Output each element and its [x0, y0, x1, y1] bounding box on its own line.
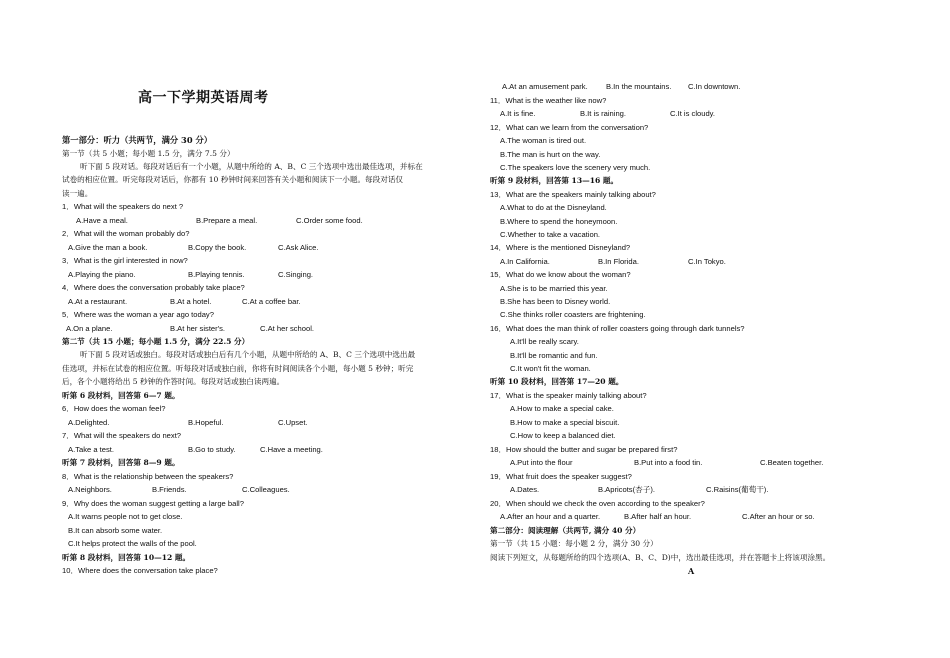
- option-17a: A.How to make a special cake.: [510, 404, 614, 413]
- option-2b: B.Copy the book.: [188, 243, 247, 252]
- question-3: 3．What is the girl interested in now?: [62, 256, 188, 265]
- option-9a: A.It warns people not to get close.: [68, 512, 183, 521]
- option-17c: C.How to keep a balanced diet.: [510, 431, 616, 440]
- question-17: 17．What is the speaker mainly talking about?: [490, 391, 647, 400]
- passage-a-label: A: [688, 566, 695, 576]
- option-5c: C.At her school.: [260, 324, 315, 333]
- option-15b: B.She has been to Disney world.: [500, 297, 611, 306]
- part1-heading: 第一部分：听力（共两节，满分 30 分）: [62, 135, 213, 145]
- option-12a: A.The woman is tired out.: [500, 136, 587, 145]
- question-15: 15．What do we know about the woman?: [490, 270, 631, 279]
- option-2c: C.Ask Alice.: [278, 243, 319, 252]
- question-20: 20．When should we check the oven according to the speaker?: [490, 499, 705, 508]
- question-6: 6．How does the woman feel?: [62, 404, 166, 413]
- page-title: 高一下学期英语周考: [138, 90, 269, 106]
- option-6c: C.Upset.: [278, 418, 308, 427]
- question-2: 2．What will the woman probably do?: [62, 229, 190, 238]
- section2-instructions-2: 佳选项，并标在试卷的相应位置。听每段对话或独白前，你将有时间阅读各个小题，每小题 5 秒钟；听完: [62, 364, 414, 373]
- option-12c: C.The speakers love the scenery very much.: [500, 163, 651, 172]
- option-8b: B.Friends.: [152, 485, 187, 494]
- section1-heading: 第一节（共 5 小题；每小题 1.5 分，满分 7.5 分）: [62, 149, 235, 158]
- question-4: 4．Where does the conversation probably take place?: [62, 283, 245, 292]
- option-16b: B.It'll be romantic and fun.: [510, 351, 598, 360]
- question-12: 12．What can we learn from the conversation?: [490, 123, 649, 132]
- option-14b: B.In Florida.: [598, 257, 639, 266]
- option-1c: C.Order some food.: [296, 216, 363, 225]
- question-14: 14．Where is the mentioned Disneyland?: [490, 243, 631, 252]
- option-9b: B.It can absorb some water.: [68, 526, 163, 535]
- option-2a: A.Give the man a book.: [68, 243, 148, 252]
- option-1b: B.Prepare a meal.: [196, 216, 258, 225]
- option-13a: A.What to do at the Disneyland.: [500, 203, 607, 212]
- option-14c: C.In Tokyo.: [688, 257, 726, 266]
- option-10b: B.In the mountains.: [606, 82, 672, 91]
- option-3b: B.Playing tennis.: [188, 270, 245, 279]
- option-16a: A.It'll be really scary.: [510, 337, 579, 346]
- question-8: 8．What is the relationship between the speakers?: [62, 472, 234, 481]
- section2-heading: 第二节（共 15 小题；每小题 1.5 分，满分 22.5 分）: [62, 337, 250, 346]
- option-3a: A.Playing the piano.: [68, 270, 136, 279]
- section2-instructions: 听下面 5 段对话或独白。每段对话或独白后有几个小题，从题中所给的 A、B、C 三个选项中选出最: [80, 350, 416, 359]
- option-15c: C.She thinks roller coasters are frightening.: [500, 310, 646, 319]
- option-17b: B.How to make a special biscuit.: [510, 418, 620, 427]
- option-19b: B.Apricots(杏子).: [598, 485, 655, 494]
- option-8a: A.Neighbors.: [68, 485, 112, 494]
- option-1a: A.Have a meal.: [76, 216, 128, 225]
- option-18b: B.Put into a food tin.: [634, 458, 703, 467]
- question-5: 5．Where was the woman a year ago today?: [62, 310, 214, 319]
- question-13: 13．What are the speakers mainly talking about?: [490, 190, 656, 199]
- option-9c: C.It helps protect the walls of the pool.: [68, 539, 197, 548]
- part2-heading: 第二部分：阅读理解（共两节, 满分 40 分）: [490, 526, 641, 535]
- option-20a: A.After an hour and a quarter.: [500, 512, 601, 521]
- section1-instructions: 听下面 5 段对话。每段对话后有一个小题，从题中所给的 A、B、C 三个选项中选出最佳选项，并标在: [80, 162, 423, 171]
- section1-instructions-3: 读一遍。: [62, 189, 93, 198]
- option-5a: A.On a plane.: [66, 324, 113, 333]
- section1-instructions-2: 试卷的相应位置。听完每段对话后，你都有 10 秒钟时间来回答有关小题和阅读下一小题。每段对话仅: [62, 175, 404, 184]
- option-18c: C.Beaten together.: [760, 458, 824, 467]
- part2-section1-heading: 第一节（共 15 小题：每小题 2 分，满分 30 分）: [490, 539, 658, 548]
- option-20c: C.After an hour or so.: [742, 512, 815, 521]
- option-6b: B.Hopeful.: [188, 418, 224, 427]
- question-16: 16．What does the man think of roller coasters going through dark tunnels?: [490, 324, 745, 333]
- option-13b: B.Where to spend the honeymoon.: [500, 217, 618, 226]
- option-5b: B.At her sister's.: [170, 324, 226, 333]
- option-19c: C.Raisins(葡萄干).: [706, 485, 769, 494]
- option-4c: C.At a coffee bar.: [242, 297, 301, 306]
- option-14a: A.In California.: [500, 257, 550, 266]
- option-16c: C.It won't fit the woman.: [510, 364, 591, 373]
- material-8-heading: 听第 8 段材料，回答第 10—12 题。: [62, 553, 191, 562]
- option-13c: C.Whether to take a vacation.: [500, 230, 601, 239]
- question-19: 19．What fruit does the speaker suggest?: [490, 472, 632, 481]
- option-11a: A.It is fine.: [500, 109, 536, 118]
- section2-instructions-3: 后，各个小题将给出 5 秒钟的作答时间。每段对话或独白读两遍。: [62, 377, 285, 386]
- option-7b: B.Go to study.: [188, 445, 236, 454]
- question-9: 9．Why does the woman suggest getting a large ball?: [62, 499, 244, 508]
- option-6a: A.Delighted.: [68, 418, 110, 427]
- option-10a: A.At an amusement park.: [502, 82, 588, 91]
- option-20b: B.After half an hour.: [624, 512, 692, 521]
- option-19a: A.Dates.: [510, 485, 540, 494]
- option-3c: C.Singing.: [278, 270, 314, 279]
- part2-instructions: 阅读下列短文，从每题所给的四个选项(A、B、C、D)中，选出最佳选项，并在答题卡上将该项涂黑。: [490, 553, 831, 562]
- option-15a: A.She is to be married this year.: [500, 284, 608, 293]
- option-18a: A.Put into the flour: [510, 458, 573, 467]
- option-10c: C.In downtown.: [688, 82, 741, 91]
- option-8c: C.Colleagues.: [242, 485, 290, 494]
- material-10-heading: 听第 10 段材料，回答第 17—20 题。: [490, 377, 624, 386]
- question-1: 1．What will the speakers do next ?: [62, 202, 184, 211]
- option-12b: B.The man is hurt on the way.: [500, 150, 601, 159]
- option-7a: A.Take a test.: [68, 445, 115, 454]
- material-6-heading: 听第 6 段材料，回答第 6—7 题。: [62, 391, 180, 400]
- question-11: 11．What is the weather like now?: [490, 96, 607, 105]
- option-4a: A.At a restaurant.: [68, 297, 128, 306]
- material-7-heading: 听第 7 段材料，回答第 8—9 题。: [62, 458, 180, 467]
- material-9-heading: 听第 9 段材料，回答第 13—16 题。: [490, 176, 619, 185]
- question-18: 18．How should the butter and sugar be prepared first?: [490, 445, 678, 454]
- question-7: 7．What will the speakers do next?: [62, 431, 182, 440]
- option-11c: C.It is cloudy.: [670, 109, 716, 118]
- option-7c: C.Have a meeting.: [260, 445, 323, 454]
- option-11b: B.It is raining.: [580, 109, 627, 118]
- option-4b: B.At a hotel.: [170, 297, 212, 306]
- question-10: 10．Where does the conversation take place?: [62, 566, 218, 575]
